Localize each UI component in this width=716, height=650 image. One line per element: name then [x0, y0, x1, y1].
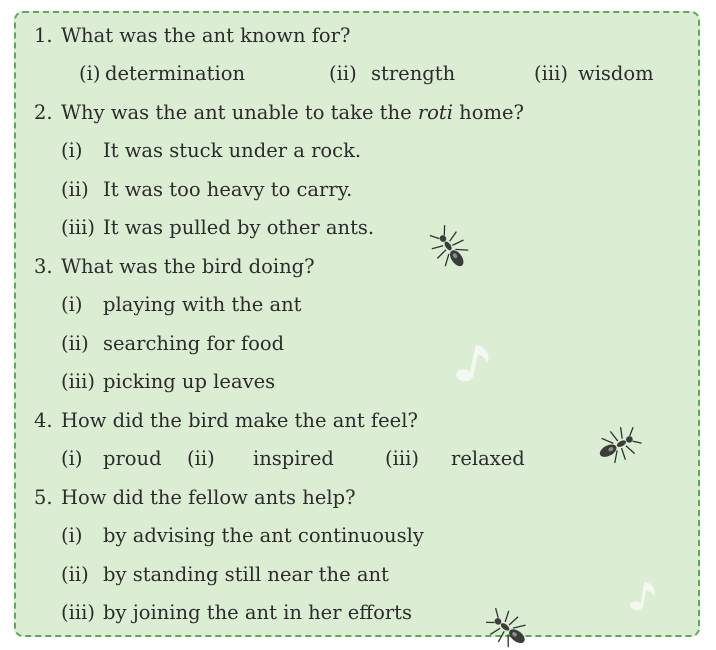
- quiz-panel: [14, 11, 700, 637]
- option-text: relaxed: [451, 447, 525, 470]
- option-text: inspired: [253, 447, 334, 470]
- option-number: (ii): [61, 332, 89, 355]
- option-number: (i): [61, 524, 83, 547]
- option-number: (i): [79, 62, 101, 85]
- option-number: (ii): [329, 62, 357, 85]
- question-text: How did the fellow ants help?: [61, 486, 356, 509]
- question-number: 5.: [34, 486, 53, 509]
- question-text-part: home?: [452, 101, 524, 124]
- option-text: by advising the ant continuously: [103, 524, 424, 547]
- music-note-icon: [630, 578, 658, 614]
- option-number: (i): [61, 139, 83, 162]
- option-text: It was stuck under a rock.: [103, 139, 362, 162]
- ant-icon: [592, 423, 642, 469]
- option-text: by standing still near the ant: [103, 563, 389, 586]
- option-text: searching for food: [103, 332, 285, 355]
- option-number: (ii): [187, 447, 215, 470]
- music-note-icon: [456, 339, 492, 387]
- ant-icon: [428, 224, 474, 276]
- question-number: 4.: [34, 409, 53, 432]
- option-number: (iii): [61, 601, 95, 624]
- option-text: It was too heavy to carry.: [103, 178, 353, 201]
- option-text: determination: [105, 62, 246, 85]
- option-text: playing with the ant: [103, 293, 302, 316]
- ant-icon: [486, 606, 532, 650]
- option-number: (ii): [61, 563, 89, 586]
- question-text: How did the bird make the ant feel?: [61, 409, 418, 432]
- question-text-italic: roti: [417, 101, 453, 124]
- option-text: by joining the ant in her efforts: [103, 601, 413, 624]
- option-text: It was pulled by other ants.: [103, 216, 375, 239]
- option-text: picking up leaves: [103, 370, 276, 393]
- option-text: wisdom: [578, 62, 654, 85]
- question-number: 1.: [34, 24, 53, 47]
- question-text: What was the ant known for?: [61, 24, 351, 47]
- question-number: 2.: [34, 101, 53, 124]
- option-number: (iii): [61, 370, 95, 393]
- option-number: (iii): [534, 62, 568, 85]
- question-text-part: Why was the ant unable to take the: [61, 101, 418, 124]
- option-text: proud: [103, 447, 162, 470]
- option-number: (ii): [61, 178, 89, 201]
- option-number: (iii): [385, 447, 419, 470]
- option-number: (i): [61, 293, 83, 316]
- option-text: strength: [371, 62, 456, 85]
- question-text: What was the bird doing?: [61, 255, 315, 278]
- question-number: 3.: [34, 255, 53, 278]
- option-number: (i): [61, 447, 83, 470]
- option-number: (iii): [61, 216, 95, 239]
- question-text: [61, 101, 524, 125]
